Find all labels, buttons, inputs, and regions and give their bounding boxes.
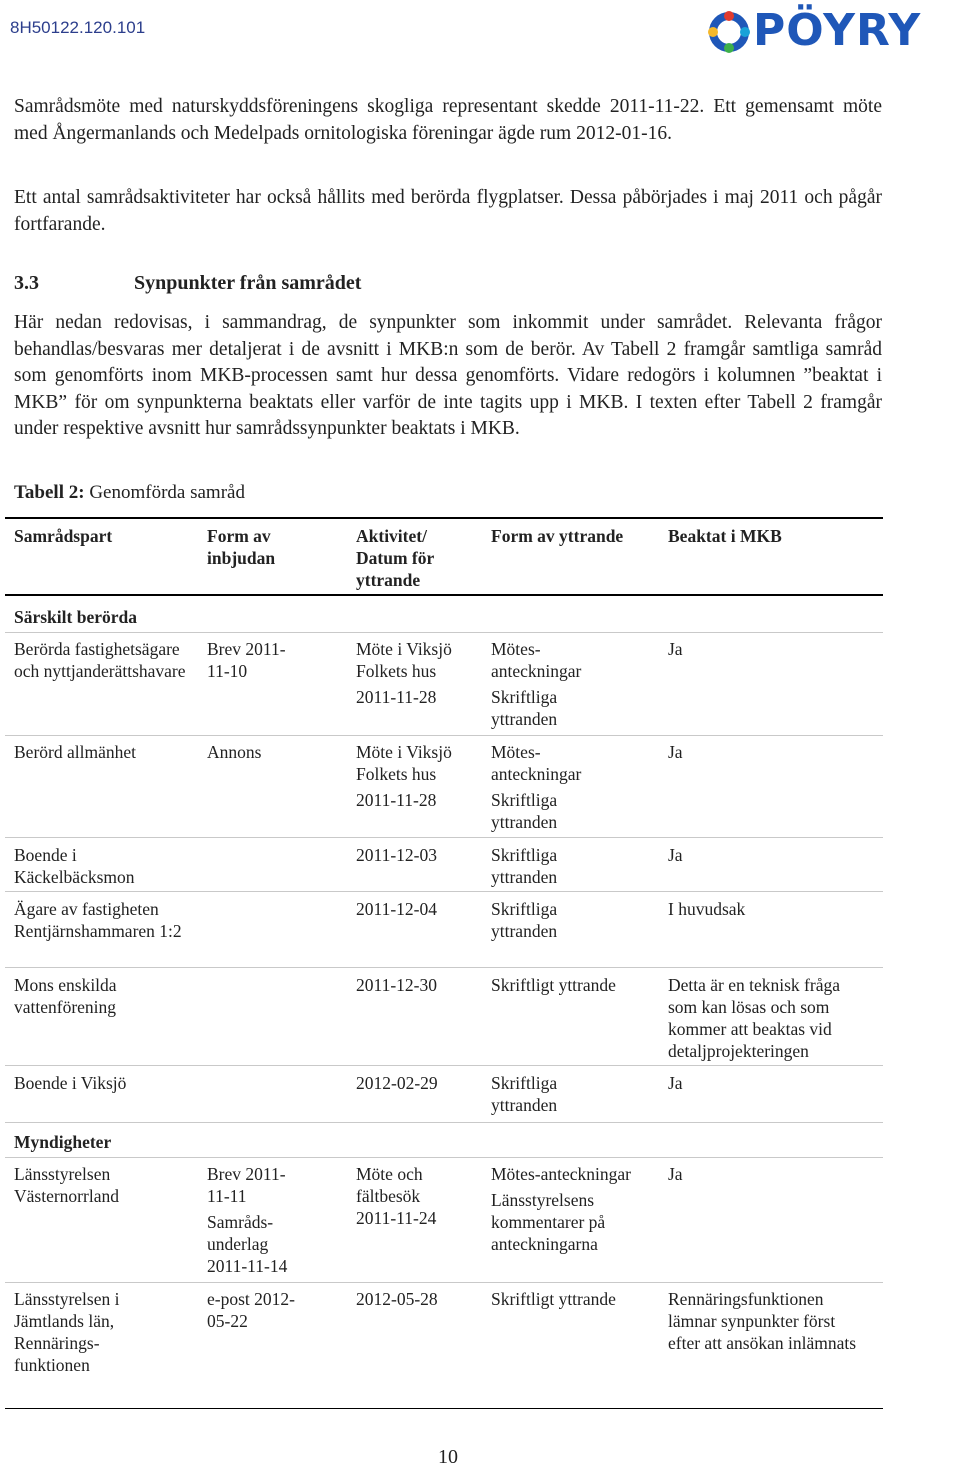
poyry-logo xyxy=(706,5,958,56)
yttrande-text-2: Skriftliga yttranden xyxy=(491,790,558,832)
document-id: 8H50122.120.101 xyxy=(10,18,146,37)
logo-mark-icon xyxy=(706,9,752,55)
table-cell-yttrande: Skriftliga yttranden xyxy=(491,899,558,941)
table-cell-aktivitet: Möte och fältbesök 2011-11-24 xyxy=(356,1164,437,1228)
table-top-rule xyxy=(5,517,883,519)
table-cell-part: Boende i Viksjö xyxy=(14,1073,127,1093)
table-cell-part: Boende i Käckelbäcksmon xyxy=(14,845,135,887)
section-label-sarskilt-berorda: Särskilt berörda xyxy=(14,607,137,627)
table-cell-aktivitet: 2012-02-29 xyxy=(356,1073,438,1093)
table-caption xyxy=(14,482,245,504)
table-cell-yttrande: Skriftligt yttrande xyxy=(491,975,616,995)
table-cell-beaktat: I huvudsak xyxy=(668,899,746,919)
row-divider xyxy=(5,1157,883,1158)
column-header-form-inbjudan: Form av inbjudan xyxy=(207,526,276,568)
table-caption-label: Tabell 2: xyxy=(14,482,85,503)
aktivitet-date: 2011-11-28 xyxy=(356,687,437,707)
row-divider xyxy=(5,1122,883,1123)
table-cell-yttrande: Skriftliga yttranden xyxy=(491,1073,558,1115)
table-cell-aktivitet: 2011-12-03 xyxy=(356,845,438,865)
paragraph-flygplatser: Ett antal samrådsaktiviteter har också hållits med berörda flygplatser. Dessa påbörjades i maj 2011 och pågår fortfarande. xyxy=(14,187,882,235)
table-cell-aktivitet: 2011-12-30 xyxy=(356,975,438,995)
aktivitet-date: 2011-11-28 xyxy=(356,790,437,810)
table-cell-aktivitet xyxy=(356,638,456,708)
table-cell-yttrande: Skriftligt yttrande xyxy=(491,1289,616,1309)
table-cell-part: Länsstyrelsen Västernorrland xyxy=(14,1164,119,1206)
aktivitet-text: Möte i Viksjö Folkets hus xyxy=(356,742,452,784)
column-header-samradspart: Samrådspart xyxy=(14,526,113,546)
section-label-myndigheter: Myndigheter xyxy=(14,1132,112,1152)
table-cell-yttrande xyxy=(491,741,601,833)
table-cell-inbjudan xyxy=(207,1163,307,1277)
table-cell-aktivitet xyxy=(356,741,456,811)
row-divider xyxy=(5,1065,883,1066)
paragraph-samradsmote: Samrådsmöte med naturskyddsföreningens skogliga representant skedde 2011-11-22. Ett gemensamt möte med Ångermanlands och Medelpads ornitologiska föreningar ägde rum 2012-01-16. xyxy=(14,96,882,144)
section-heading xyxy=(14,272,361,295)
table-cell-yttrande xyxy=(491,1163,631,1255)
table-cell-part: Berörd allmänhet xyxy=(14,742,136,762)
table-cell-aktivitet: 2011-12-04 xyxy=(356,899,438,919)
logo-wordmark: PÖYRY xyxy=(753,5,922,56)
inbjudan-text-2: Samråds-underlag 2011-11-14 xyxy=(207,1212,288,1276)
row-divider xyxy=(5,837,883,838)
aktivitet-text: Möte i Viksjö Folkets hus xyxy=(356,639,452,681)
table-cell-inbjudan: Brev 2011-11-10 xyxy=(207,639,286,681)
table-cell-beaktat: Ja xyxy=(668,1164,683,1184)
table-cell-yttrande xyxy=(491,638,601,730)
column-header-aktivitet: Aktivitet/ Datum för yttrande xyxy=(356,526,434,590)
yttrande-text: Mötes-anteckningar xyxy=(491,639,582,681)
table-cell-part: Berörda fastighetsägare och nyttjanderättshavare xyxy=(14,639,186,681)
table-cell-beaktat: Ja xyxy=(668,639,683,659)
section-number: 3.3 xyxy=(14,272,39,294)
table-cell-part: Länsstyrelsen i Jämtlands län, Rennärings-funktionen xyxy=(14,1289,120,1375)
inbjudan-text: Brev 2011-11-11 xyxy=(207,1164,286,1206)
row-divider xyxy=(5,967,883,968)
row-divider xyxy=(5,1282,883,1283)
paragraph-synpunkter: Här nedan redovisas, i sammandrag, de synpunkter som inkommit under samrådet. Relevanta frågor behandlas/besvaras mer detaljerat i de avsnitt i MKB:n som de berör. Av Tabell 2 framgår samtliga samråd som genomförts inom MKB-processen samt hur dessa genomförts. Vidare redogörs i kolumnen ”beaktat i MKB” för om synpunkterna beaktats eller varför de inte tagits upp i MKB. I texten efter Tabell 2 framgår under respektive avsnitt hur samrådssynpunkter beaktats i MKB. xyxy=(14,312,882,439)
yttrande-text-2: Skriftliga yttranden xyxy=(491,687,558,729)
table-cell-beaktat: Rennäringsfunktionen lämnar synpunkter först efter att ansökan inlämnats xyxy=(668,1289,857,1353)
yttrande-text-2: Länsstyrelsens kommentarer på anteckningarna xyxy=(491,1190,606,1254)
table-cell-aktivitet: 2012-05-28 xyxy=(356,1289,438,1309)
column-header-form-yttrande: Form av yttrande xyxy=(491,526,624,546)
section-title: Synpunkter från samrådet xyxy=(134,272,362,294)
yttrande-text: Mötes-anteckningar xyxy=(491,742,582,784)
table-cell-beaktat: Ja xyxy=(668,742,683,762)
table-caption-text: Genomförda samråd xyxy=(89,482,245,503)
table-cell-part: Mons enskilda vattenförening xyxy=(14,975,117,1017)
page-number: 10 xyxy=(438,1446,458,1468)
yttrande-text: Mötes-anteckningar xyxy=(491,1164,631,1184)
table-cell-beaktat: Detta är en teknisk fråga som kan lösas och som kommer att beaktas vid detaljprojekteringen xyxy=(668,975,841,1061)
row-divider xyxy=(5,632,883,633)
table-cell-inbjudan: e-post 2012-05-22 xyxy=(207,1289,295,1331)
row-divider xyxy=(5,891,883,892)
column-header-beaktat: Beaktat i MKB xyxy=(668,526,782,546)
table-cell-part: Ägare av fastigheten Rentjärnshammaren 1:2 xyxy=(14,899,182,941)
row-divider xyxy=(5,735,883,736)
table-cell-beaktat: Ja xyxy=(668,1073,683,1093)
table-cell-inbjudan: Annons xyxy=(207,742,262,762)
table-header-rule xyxy=(5,594,883,596)
table-cell-beaktat: Ja xyxy=(668,845,683,865)
table-cell-yttrande: Skriftliga yttranden xyxy=(491,845,558,887)
table-bottom-rule xyxy=(5,1408,883,1409)
